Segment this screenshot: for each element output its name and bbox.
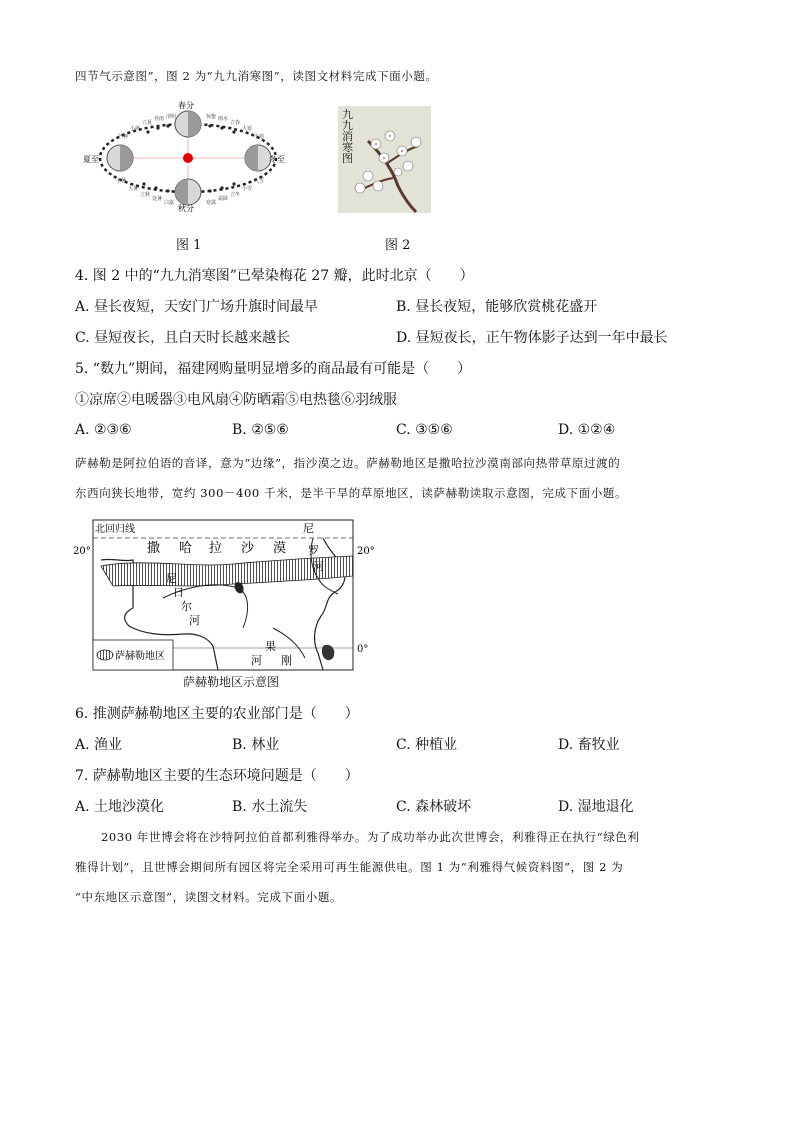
q5-items: ①凉席②电暖器③电风扇④防晒霜⑤电热毯⑥羽绒服 <box>75 392 397 408</box>
q5-option-a[interactable]: A. ②③⑥ <box>75 422 132 438</box>
svg-text:20°: 20° <box>73 546 91 557</box>
intro-text-3-line1: 2030 年世博会将在沙特阿拉伯首都利雅得举办。为了成功举办此次世博会，利雅得正在执行“绿色利 <box>101 830 640 844</box>
svg-text:果: 果 <box>265 640 276 653</box>
sahel-map <box>73 518 383 690</box>
earth-spring-icon <box>175 111 201 137</box>
q7-option-d[interactable]: D. 湿地退化 <box>558 799 634 815</box>
q6-option-b[interactable]: B. 林业 <box>232 737 280 753</box>
svg-text:芒种: 芒种 <box>118 134 129 140</box>
svg-text:尔: 尔 <box>181 600 192 613</box>
svg-text:寒露: 寒露 <box>206 200 217 206</box>
question-5: 5. “数九”期间，福建网购量明显增多的商品最有可能是（ ） <box>75 361 472 377</box>
svg-text:漠: 漠 <box>273 541 287 556</box>
intro-text-2-line1: 萨赫勒是阿拉伯语的音译，意为“边缘”，指沙漠之边。萨赫勒地区是撒哈拉沙漠南部向热带草原过渡的 <box>75 456 621 470</box>
q5-option-d[interactable]: D. ①②④ <box>558 422 616 438</box>
svg-text:拉: 拉 <box>209 541 223 556</box>
legend-label: 萨赫勒地区 <box>115 651 165 662</box>
q4-option-b[interactable]: B. 昼长夜短，能够欣赏桃花盛开 <box>396 299 598 315</box>
svg-text:处暑: 处暑 <box>152 196 163 202</box>
figure-2-label: 图 2 <box>385 238 411 253</box>
q5-option-b[interactable]: B. ②⑤⑥ <box>232 422 289 438</box>
svg-text:小寒: 小寒 <box>254 134 265 140</box>
intro-text-1: 四节气示意图”，图 2 为“九九消寒图”，读图文材料完成下面小题。 <box>75 69 438 83</box>
svg-text:河: 河 <box>251 654 262 667</box>
intro-text-3-line3: “中东地区示意图”，读图文材料。完成下面小题。 <box>75 890 343 904</box>
svg-text:白露: 白露 <box>164 200 175 206</box>
svg-text:小满: 小满 <box>130 126 141 132</box>
svg-text:立春: 立春 <box>230 120 241 126</box>
q7-option-a[interactable]: A. 土地沙漠化 <box>75 799 165 815</box>
nine-nines-title: 九九消寒图 <box>342 108 353 165</box>
svg-text:小雪: 小雪 <box>242 186 253 192</box>
svg-text:尼: 尼 <box>303 522 314 535</box>
solar-terms-diagram <box>83 100 293 213</box>
question-4: 4. 图 2 中的“九九消寒图”已晕染梅花 27 瓣，此时北京（ ） <box>75 268 474 284</box>
svg-text:霜降: 霜降 <box>218 196 229 202</box>
svg-text:大寒: 大寒 <box>242 126 253 132</box>
svg-text:河: 河 <box>189 614 200 627</box>
q7-option-c[interactable]: C. 森林破坏 <box>396 799 472 815</box>
svg-text:小暑: 小暑 <box>116 178 127 184</box>
q4-option-d[interactable]: D. 昼短夜长，正午物体影子达到一年中最长 <box>396 330 668 346</box>
q6-option-d[interactable]: D. 畜牧业 <box>558 737 620 753</box>
earth-summer-icon <box>107 145 133 171</box>
question-7: 7. 萨赫勒地区主要的生态环境问题是（ ） <box>75 768 359 784</box>
label-summer: 夏至 <box>83 155 99 164</box>
svg-text:大雪: 大雪 <box>254 178 265 184</box>
svg-text:哈: 哈 <box>179 541 193 556</box>
svg-text:大暑: 大暑 <box>128 186 139 192</box>
svg-text:刚: 刚 <box>281 654 292 667</box>
label-spring: 春分 <box>178 101 194 110</box>
svg-text:日: 日 <box>173 586 184 599</box>
lake-victoria-icon <box>322 645 334 660</box>
svg-text:立秋: 立秋 <box>140 192 151 198</box>
earth-winter-icon <box>245 145 271 171</box>
svg-text:立夏: 立夏 <box>142 120 153 126</box>
intro-text-2-line2: 东西向狭长地带，宽约 300－400 千米，是半干旱的草原地区，读萨赫勒读取示意图，完成下面小题。 <box>75 486 628 500</box>
q4-option-a[interactable]: A. 昼长夜短，天安门广场升旗时间最早 <box>75 299 319 315</box>
label-autumn: 秋分 <box>178 204 194 213</box>
svg-text:清明: 清明 <box>166 114 177 120</box>
map-caption: 萨赫勒地区示意图 <box>183 675 280 689</box>
question-6: 6. 推测萨赫勒地区主要的农业部门是（ ） <box>75 706 359 722</box>
figure-1-label: 图 1 <box>176 238 202 253</box>
svg-text:尼: 尼 <box>166 572 177 585</box>
q6-option-a[interactable]: A. 渔业 <box>75 737 123 753</box>
q7-option-b[interactable]: B. 水土流失 <box>232 799 308 815</box>
svg-text:0°: 0° <box>357 644 369 655</box>
svg-text:惊蛰: 惊蛰 <box>206 114 217 120</box>
svg-text:雨水: 雨水 <box>218 116 229 122</box>
label-winter: 冬至 <box>269 155 285 164</box>
earth-autumn-icon <box>175 179 201 205</box>
nine-nines-image <box>338 106 431 213</box>
q6-option-c[interactable]: C. 种植业 <box>396 737 458 753</box>
svg-text:北回归线: 北回归线 <box>95 524 135 535</box>
svg-text:撒: 撒 <box>147 541 161 556</box>
svg-text:谷雨: 谷雨 <box>154 116 165 122</box>
sun-icon <box>183 153 193 163</box>
svg-text:20°: 20° <box>357 546 375 557</box>
intro-text-3-line2: 雅得计划”，且世博会期间所有园区将完全采用可再生能源供电。图 1 为“利雅得气候资料图”，图 2 为 <box>75 860 624 874</box>
q4-option-c[interactable]: C. 昼短夜长，且白天时长越来越长 <box>75 330 291 346</box>
q5-option-c[interactable]: C. ③⑤⑥ <box>396 422 453 438</box>
svg-text:罗: 罗 <box>308 544 319 557</box>
svg-text:立冬: 立冬 <box>230 192 241 198</box>
svg-text:河: 河 <box>313 560 324 573</box>
svg-text:沙: 沙 <box>241 541 255 556</box>
